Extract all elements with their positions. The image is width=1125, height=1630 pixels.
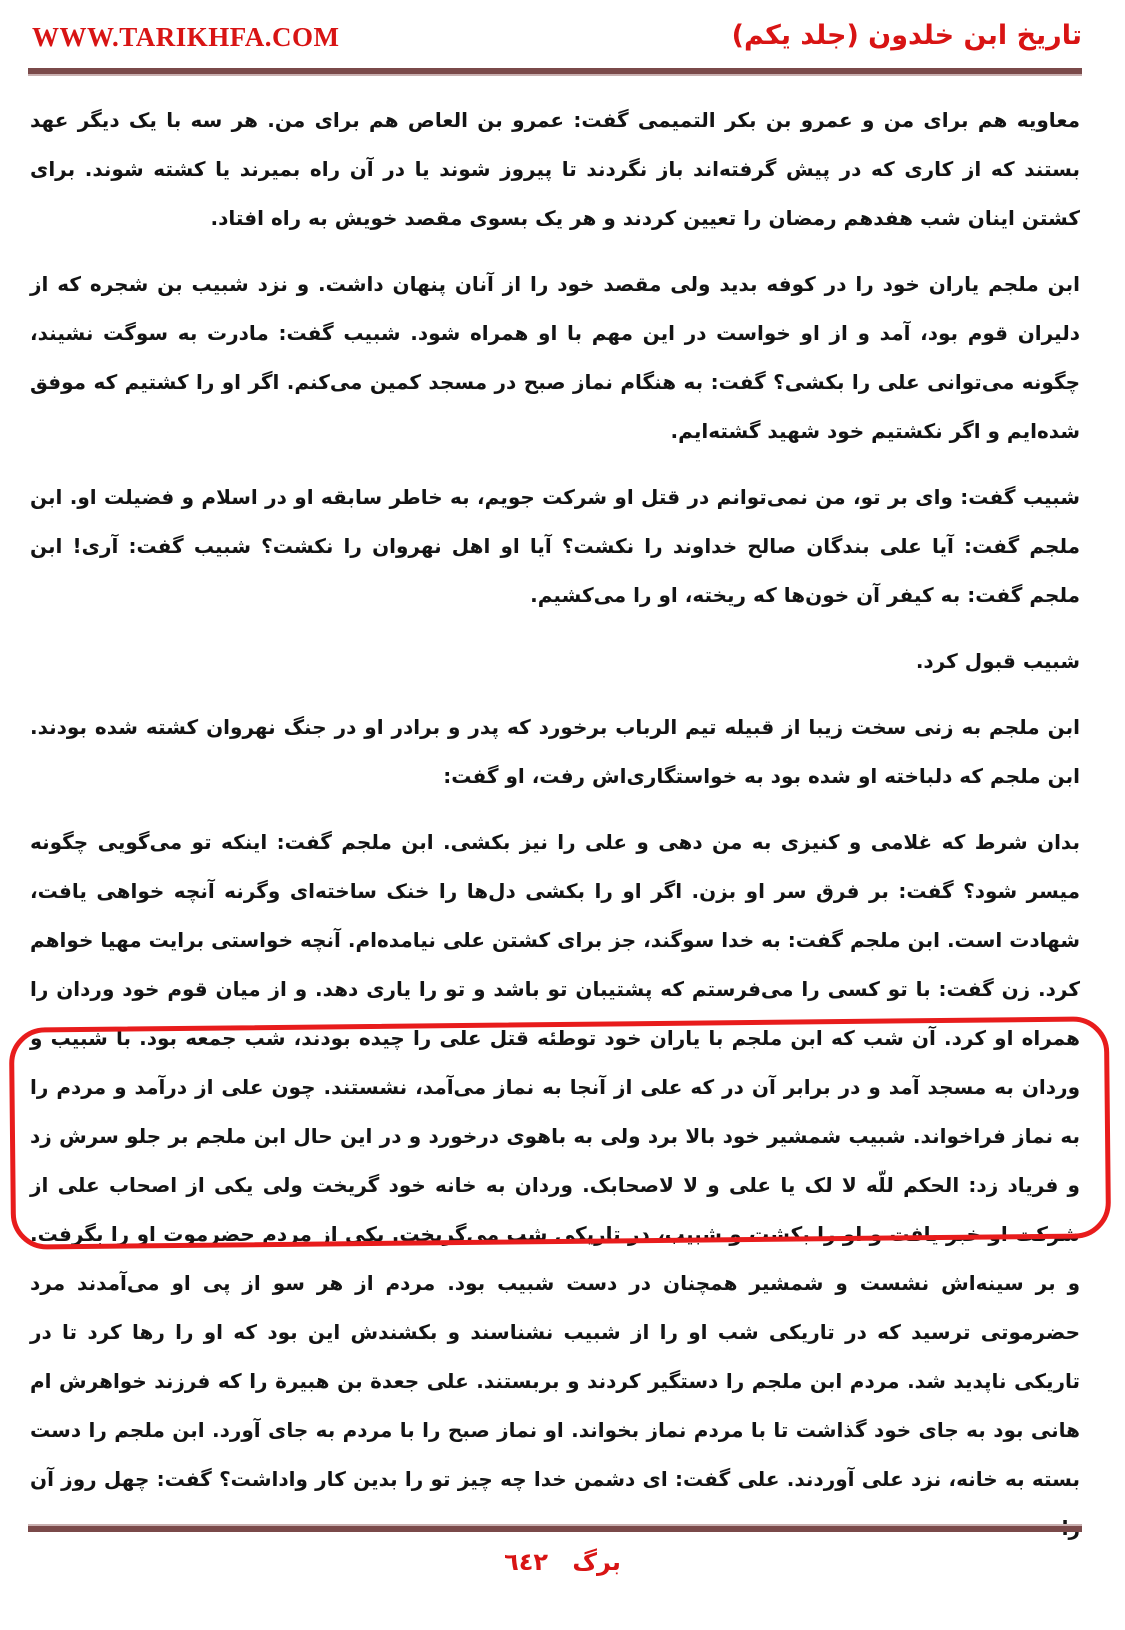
paragraph: ابن ملجم یاران خود را در کوفه بدید ولی مقصد خود را از آنان پنهان داشت. و نزد شبیب بن شجره که از دلیران قوم بود، آمد و از او خواست در این مهم با او همراه شود. شبیب گفت: مادرت به سوگت نشیند، چگونه می‌توانی علی را بکشی؟ گفت: به هنگام نماز صبح در مسجد کمین می‌کنم. اگر او را کشتیم که موفق شده‌ایم و اگر نکشتیم خود شهید گشته‌ایم. <box>30 272 1080 443</box>
page-header <box>28 14 1082 64</box>
page-label: برگ <box>572 1548 621 1576</box>
footer-divider <box>28 1524 1082 1532</box>
paragraph: شبیب گفت: وای بر تو، من نمی‌توانم در قتل او شرکت جویم، به خاطر سابقه او در اسلام و فضیلت او. ابن ملجم گفت: آیا علی بندگان صالح خداوند را نکشت؟ آیا او اهل نهروان را نکشت؟ شبیب گفت: آری! ابن ملجم گفت: به کیفر آن خون‌ها که ریخته، او را می‌کشیم. <box>30 485 1080 607</box>
paragraph: شبیب قبول کرد. <box>915 649 1080 673</box>
paragraph: ابن ملجم به زنی سخت زیبا از قبیله تیم الرباب برخورد که پدر و برادر او در جنگ نهروان کشته شده بودند. ابن ملجم که دلباخته او شده بود به خواستگاری‌اش رفت، او گفت: <box>30 715 1080 788</box>
page-footer <box>0 1548 1125 1576</box>
body-text <box>30 96 1080 1570</box>
paragraph: بدان شرط که غلامی و کنیزی به من دهی و علی را نیز بکشی. ابن ملجم گفت: اینکه تو می‌گویی چگونه میسر شود؟ گفت: بر فرق سر او بزن. اگر او را بکشی دل‌ها را خنک ساخته‌ای وگرنه آنچه خواهی یافت، شهادت است. ابن ملجم گفت: به خدا سوگند، جز برای کشتن علی نیامده‌ام. آنچه خواستی برایت مهیا خواهم کرد. زن گفت: با تو کسی را می‌فرستم که پشتیبان تو باشد و تو را یاری دهد. و از میان قوم خود وردان را همراه او کرد. آن شب که ابن ملجم با یاران خود توطئه قتل علی را چیده بودند، شب جمعه بود. با شبیب و وردان به مسجد آمد و در برابر آن در که علی از آنجا به نماز می‌آمد، نشستند. چون علی از درآمد و مردم را به نماز فراخواند. شبیب شمشیر خود بالا برد ولی به باهوی درخورد و در این حال ابن ملجم بر جلو سرش زد و فریاد زد: الحکم للّه لا لک یا علی و لا لاصحابک. وردان به خانه خود گریخت ولی یکی از اصحاب علی از شرکت او خبر یافت و او را بکشت و شبیب، در تاریکی شب می‌گریخت. یکی از مردم حضرموت او را بگرفت. و بر سینه‌اش نشست و شمشیر همچنان در دست شبیب بود. مردم از هر سو از پی او می‌آمدند مرد حضرموتی ترسید که در تاریکی شب او را از شبیب نشناسند و بکشندش این بود که او را رها کرد تا در تاریکی ناپدید شد. مردم ابن ملجم را دستگیر کردند و بربستند. علی جعدة بن هبیرة را که فرزند خواهرش ام هانی بود به جای خود گذاشت تا با مردم نماز بخواند. او نماز صبح را با مردم به جای آورد. ابن ملجم را دست بسته به خانه، نزد علی آوردند. علی گفت: ای دشمن خدا چه چیز تو را بدین کار واداشت؟ گفت: چهل روز آن <box>30 830 1080 1491</box>
paragraph: معاویه هم برای من و عمرو بن بکر التمیمی گفت: عمرو بن العاص هم برای من. هر سه با یک دیگر عهد بستند که از کاری که در پیش گرفته‌اند باز نگردند تا پیروز شوند یا در آن راه بمیرند یا کشته شوند. برای کشتن اینان شب هفدهم رمضان را تعیین کردند و هر یک بسوی مقصد خویش به راه افتاد. <box>30 108 1080 230</box>
header-divider <box>28 68 1082 76</box>
book-title: تاریخ ابن خلدون (جلد یکم) <box>731 20 1082 51</box>
website-url: WWW.TARIKHFA.COM <box>32 22 340 52</box>
page-number: ٦٤٢ <box>504 1548 549 1576</box>
